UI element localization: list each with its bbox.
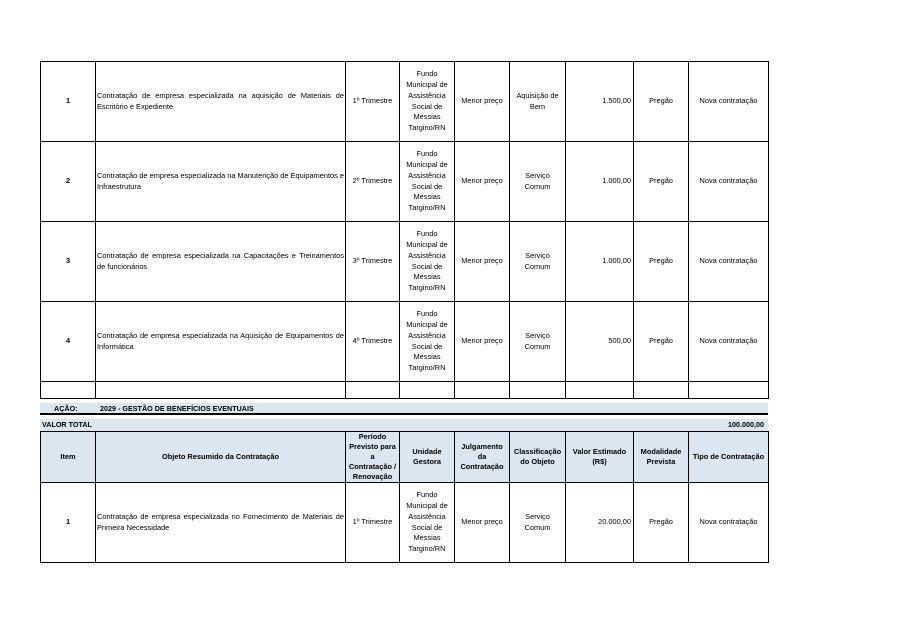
period: 3º Trimestre (346, 222, 400, 302)
header-period: Período Previsto para a Contratação / Renovação (346, 432, 400, 483)
classification: Serviço Comum (510, 302, 566, 382)
table-header-row (41, 432, 769, 483)
estimated-value: 500,00 (566, 302, 634, 382)
modality: Pregão (634, 142, 689, 222)
item-number: 1 (41, 483, 96, 563)
action-value: 2029 - GESTÃO DE BENEFÍCIOS EVENTUAIS (100, 404, 254, 413)
total-value-band (40, 419, 768, 431)
managing-unit: Fundo Municipal de Assistência Social de Messias Targino/RN (400, 483, 455, 563)
header-judgment: Julgamento da Contratação (455, 432, 510, 483)
judgment: Menor preço (455, 302, 510, 382)
procurement-plan-sheet (40, 61, 768, 563)
period: 2º Trimestre (346, 142, 400, 222)
header-classification: Classificação do Objeto (510, 432, 566, 483)
action-label: AÇÃO: (54, 404, 78, 413)
item-number: 4 (41, 302, 96, 382)
item-number: 3 (41, 222, 96, 302)
table-row (41, 62, 769, 142)
judgment: Menor preço (455, 62, 510, 142)
table-row (41, 142, 769, 222)
managing-unit: Fundo Municipal de Assistência Social de Messias Targino/RN (400, 142, 455, 222)
object-summary: Contratação de empresa especializada na aquisição de Materiais de Escritório e Expediente (96, 62, 346, 142)
estimated-value: 1.000,00 (566, 142, 634, 222)
estimated-value: 20.000,00 (566, 483, 634, 563)
period: 1º Trimestre (346, 62, 400, 142)
contract-type: Nova contratação (689, 62, 769, 142)
estimated-value: 1.000,00 (566, 222, 634, 302)
item-number: 1 (41, 62, 96, 142)
action-band (40, 403, 768, 415)
header-modality: Modalidade Prevista (634, 432, 689, 483)
contracts-table-bottom (40, 431, 769, 563)
period: 4º Trimestre (346, 302, 400, 382)
header-type: Tipo de Contratação (689, 432, 769, 483)
modality: Pregão (634, 483, 689, 563)
contract-type: Nova contratação (689, 142, 769, 222)
judgment: Menor preço (455, 222, 510, 302)
managing-unit: Fundo Municipal de Assistência Social de Messias Targino/RN (400, 222, 455, 302)
judgment: Menor preço (455, 483, 510, 563)
object-summary: Contratação de empresa especializada no Fornecimento de Materiais de Primeira Necessidade (96, 483, 346, 563)
contracts-table-top (40, 61, 769, 399)
header-object: Objeto Resumido da Contratação (96, 432, 346, 483)
classification: Serviço Comum (510, 142, 566, 222)
object-summary: Contratação de empresa especializada na Aquisição de Equipamentos de Informática (96, 302, 346, 382)
total-value-amount: 100.000,00 (728, 420, 764, 429)
header-value: Valor Estimado (R$) (566, 432, 634, 483)
empty-row (41, 382, 769, 399)
header-item: Item (41, 432, 96, 483)
header-unit: Unidade Gestora (400, 432, 455, 483)
contract-type: Nova contratação (689, 483, 769, 563)
period: 1º Trimestre (346, 483, 400, 563)
judgment: Menor preço (455, 142, 510, 222)
table-row (41, 302, 769, 382)
classification: Serviço Comum (510, 222, 566, 302)
total-value-label: VALOR TOTAL (42, 420, 92, 429)
managing-unit: Fundo Municipal de Assistência Social de Messias Targino/RN (400, 62, 455, 142)
table-row (41, 222, 769, 302)
modality: Pregão (634, 302, 689, 382)
contract-type: Nova contratação (689, 302, 769, 382)
table-row (41, 483, 769, 563)
contract-type: Nova contratação (689, 222, 769, 302)
modality: Pregão (634, 62, 689, 142)
managing-unit: Fundo Municipal de Assistência Social de Messias Targino/RN (400, 302, 455, 382)
object-summary: Contratação de empresa especializada na Capacitações e Treinamentos de funcionários (96, 222, 346, 302)
classification: Serviço Comum (510, 483, 566, 563)
modality: Pregão (634, 222, 689, 302)
item-number: 2 (41, 142, 96, 222)
classification: Aquisição de Bem (510, 62, 566, 142)
estimated-value: 1.500,00 (566, 62, 634, 142)
object-summary: Contratação de empresa especializada na Manutenção de Equipamentos e Infraestrutura (96, 142, 346, 222)
